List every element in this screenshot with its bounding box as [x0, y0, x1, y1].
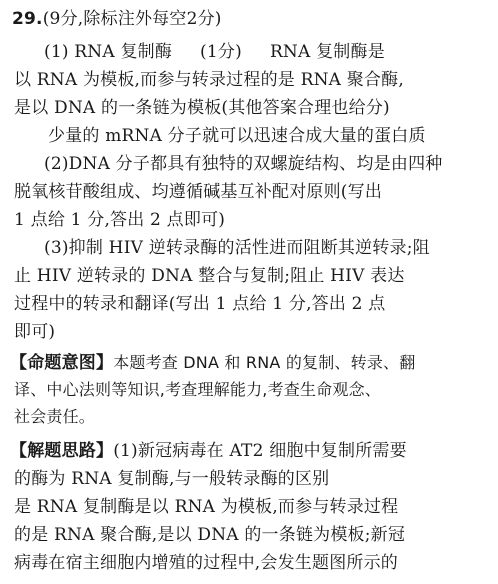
approach-line-3: 是 RNA 复制酶是以 RNA 为模板,而参与转录过程 [14, 497, 399, 517]
intent-tag: 【命题意图】 [10, 353, 114, 373]
part1-line-2: 以 RNA 为模板,而参与转录过程的是 RNA 聚合酶, [14, 70, 404, 90]
part1-answer-b: RNA 复制酶是 [269, 42, 385, 62]
score-note: (9分,除标注外每空2分) [42, 9, 222, 29]
approach-text-1: (1)新冠病毒在 AT2 细胞中复制所需要 [113, 441, 407, 461]
part2-line-3: 1 点给 1 分,答出 2 点即可) [14, 210, 226, 230]
part1-line-3: 是以 DNA 的一条链为模板(其他答案合理也给分) [14, 98, 390, 118]
intent-line-3: 社会责任。 [14, 407, 96, 426]
part1-answer-a: (1) RNA 复制酶 [44, 42, 173, 62]
part1-line-4: 少量的 mRNA 分子就可以迅速合成大量的蛋白质 [48, 126, 426, 146]
part3-line-2: 止 HIV 逆转录的 DNA 整合与复制;阻止 HIV 表达 [14, 266, 405, 286]
approach-line-1 [10, 440, 407, 462]
part1-score: (1分) [200, 42, 242, 62]
approach-line-4: 的是 RNA 聚合酶,是以 DNA 的一条链为模板;新冠 [14, 525, 406, 545]
approach-line-2: 的酶为 RNA 复制酶,与一般转录酶的区别 [14, 469, 330, 489]
approach-tag: 【解题思路】 [10, 441, 114, 461]
intent-line-1 [10, 352, 415, 374]
approach-line-5: 病毒在宿主细胞内增殖的过程中,会发生题图所示的 [14, 553, 399, 573]
part2-line-1: (2)DNA 分子都具有独特的双螺旋结构、均是由四种 [44, 154, 443, 174]
intent-text-1: 本题考查 DNA 和 RNA 的复制、转录、翻 [113, 353, 416, 372]
intent-line-2: 译、中心法则等知识,考查理解能力,考查生命观念、 [14, 380, 381, 399]
question-number: 29. [12, 9, 43, 29]
part2-line-2: 脱氧核苷酸组成、均遵循碱基互补配对原则(写出 [14, 182, 383, 202]
part3-line-1: (3)抑制 HIV 逆转录酶的活性进而阻断其逆转录;阻 [44, 238, 430, 258]
question-header [12, 8, 222, 30]
part3-line-3: 过程中的转录和翻译(写出 1 点给 1 分,答出 2 点 [14, 294, 386, 314]
part1-line-1 [44, 41, 385, 63]
part3-line-4: 即可) [14, 322, 56, 342]
